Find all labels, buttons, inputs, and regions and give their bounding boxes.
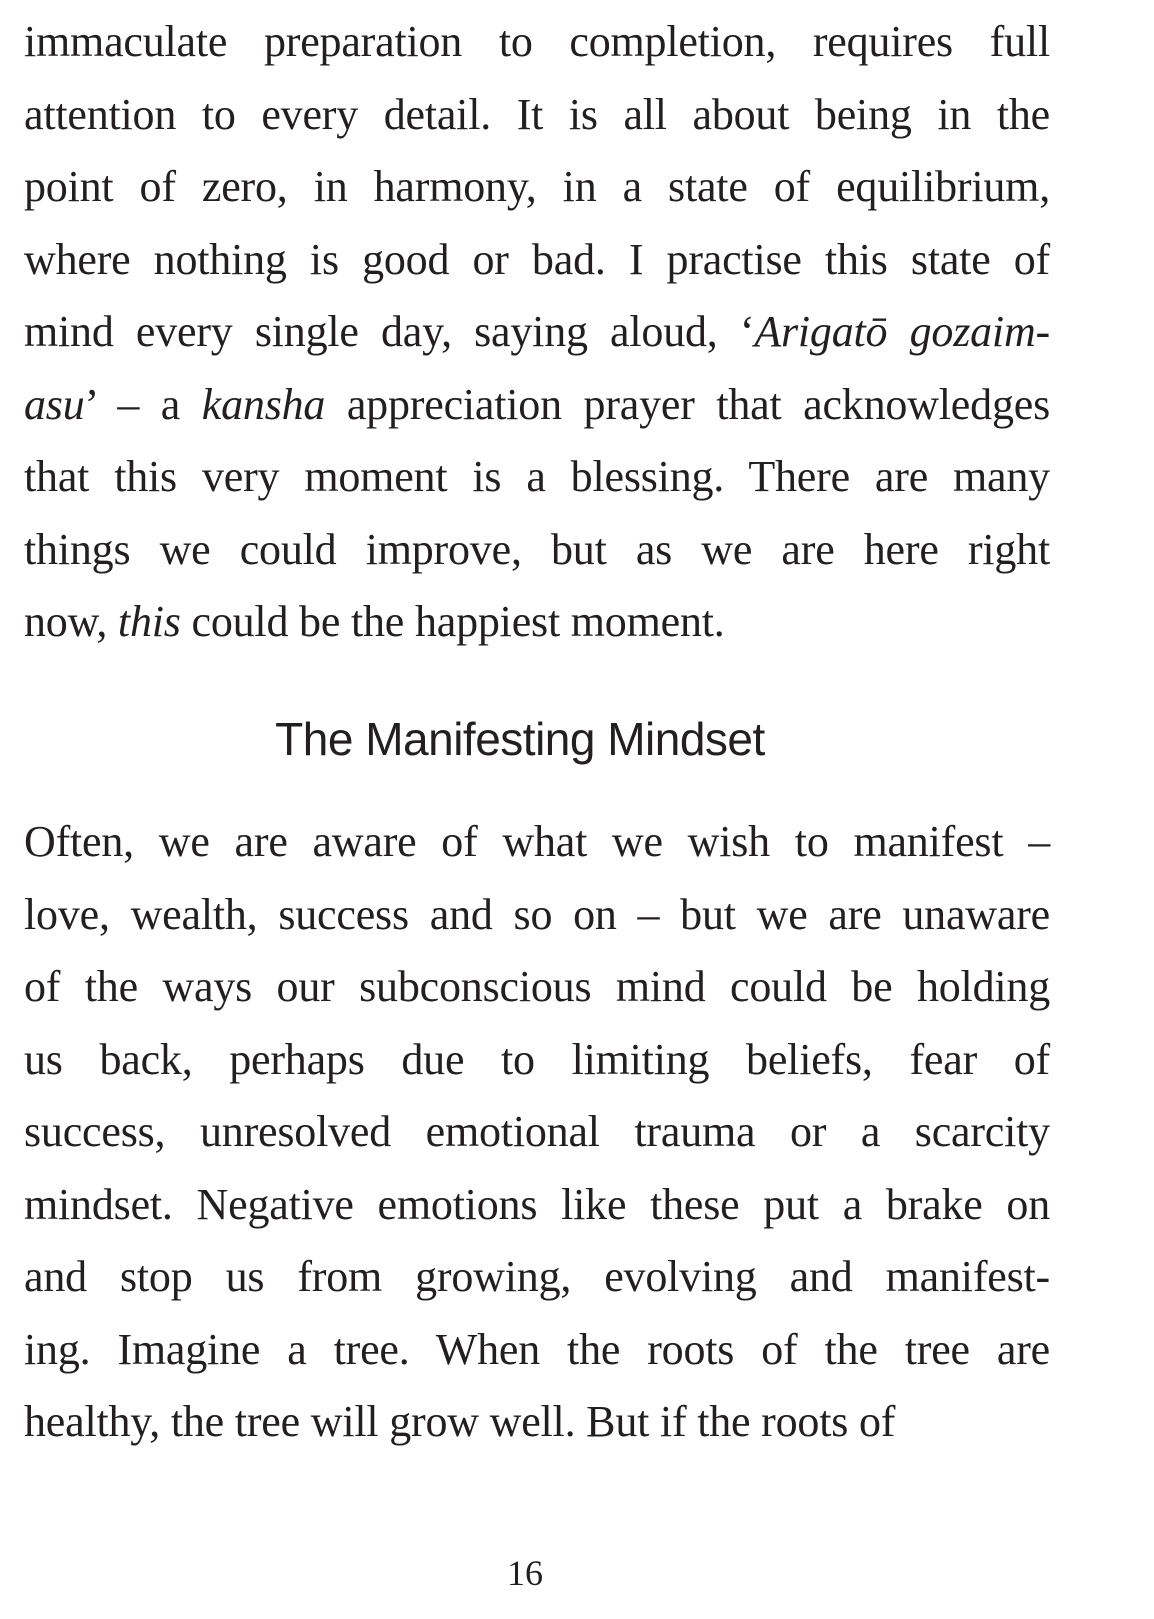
text-run: immaculate preparation to completion, requires full (24, 17, 1050, 66)
text-line (24, 586, 1050, 659)
italic-text: Arigatō gozaim- (754, 307, 1050, 356)
text-run: us back, perhaps due to limiting beliefs, fear of (24, 1034, 1050, 1084)
text-run: appreciation prayer that acknowledges (325, 379, 1050, 429)
italic-text: this (117, 597, 181, 646)
text-run: success, unresolved emotional trauma or a scarcity (24, 1107, 1050, 1156)
text-run: healthy, the tree will grow well. But if the roots of (24, 1397, 896, 1446)
text-line (24, 1314, 1050, 1387)
text-line (24, 806, 1050, 879)
italic-text: asu (24, 379, 85, 429)
text-line (24, 879, 1050, 952)
section-heading: The Manifesting Mindset (275, 713, 765, 765)
text-line (24, 1024, 1050, 1097)
paragraph-gratitude (24, 6, 1050, 659)
text-line (24, 1386, 1050, 1459)
text-line (24, 951, 1050, 1024)
text-run: ’ – a (84, 379, 202, 429)
text-line (24, 1096, 1050, 1169)
text-run: now, (24, 597, 118, 646)
text-run: Often, we are aware of what we wish to manifest – (24, 817, 1050, 866)
text-run: of the ways our subconscious mind could be holding (24, 962, 1050, 1011)
text-run: things we could improve, but as we are here right (24, 524, 1050, 574)
text-run: mindset. Negative emotions like these put a brake on (24, 1179, 1050, 1229)
text-line (24, 441, 1050, 514)
paragraph-manifesting-mindset (24, 806, 1050, 1459)
text-line (24, 6, 1050, 79)
text-run: point of zero, in harmony, in a state of equilibrium, (24, 162, 1050, 211)
text-line (24, 79, 1050, 152)
text-line (24, 369, 1050, 442)
text-line (24, 296, 1050, 369)
page-number: 16 (507, 1553, 543, 1593)
text-run: could be the happiest moment. (180, 597, 725, 646)
text-run: where nothing is good or bad. I practise this state of (24, 234, 1050, 284)
text-line (24, 151, 1050, 224)
italic-text: kansha (201, 379, 326, 429)
text-line (24, 224, 1050, 297)
text-line (24, 1241, 1050, 1314)
text-line (24, 514, 1050, 587)
text-run: ing. Imagine a tree. When the roots of the tree are (24, 1324, 1050, 1374)
text-run: that this very moment is a blessing. There are many (24, 452, 1050, 501)
text-run: mind every single day, saying aloud, ‘ (24, 307, 755, 356)
text-run: and stop us from growing, evolving and manifest- (24, 1252, 1050, 1301)
text-line (24, 1169, 1050, 1242)
text-run: love, wealth, success and so on – but we are unaware (24, 889, 1050, 939)
text-run: attention to every detail. It is all about being in the (24, 89, 1050, 139)
